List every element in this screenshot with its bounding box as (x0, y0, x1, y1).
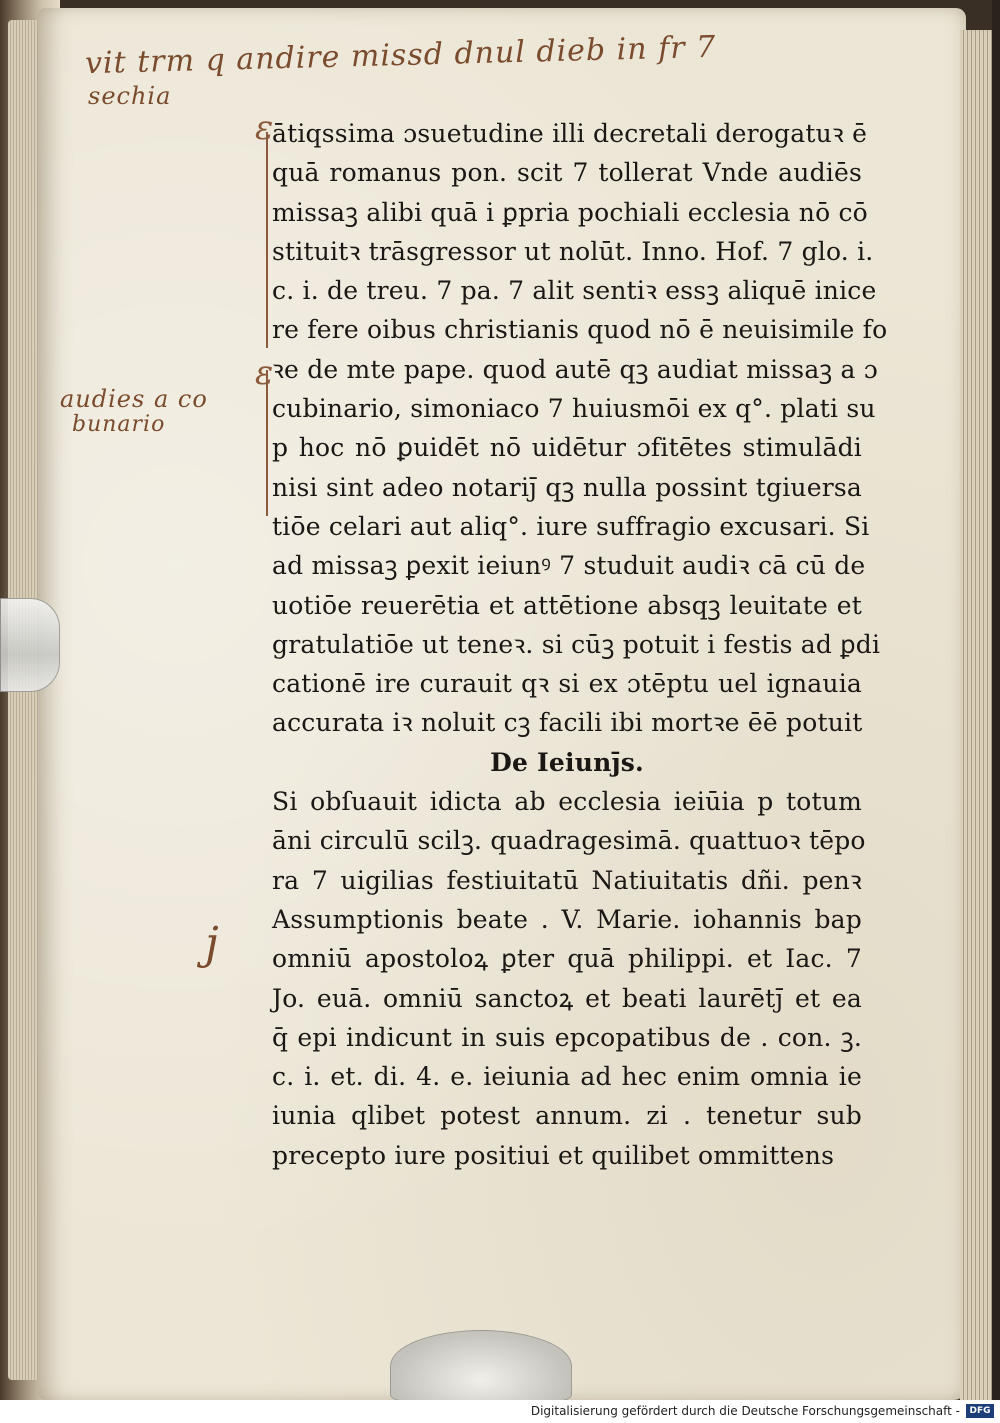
text-line: ātiqssima ɔsuetudine illi decretali derogatuꝛ ē (272, 119, 868, 148)
text-line: accurata iꝛ noluit cꝫ facili ibi mortꝛe ēē potuit (272, 708, 863, 738)
text-line: quā romanus pon. scit 7 tollerat Vnde audiēs (272, 158, 862, 188)
rubric-mark: ɛ (255, 108, 274, 148)
handwritten-note-top-2: sechia (88, 82, 172, 110)
funding-notice: Digitalisierung gefördert durch die Deutsche Forschungsgemeinschaft - (530, 1404, 960, 1418)
text-line: c. i. de treu. 7 pa. 7 alit sentiꝛ essꝫ aliquē inice (272, 276, 877, 306)
handwritten-note-top: vit trm q andire missd dnul dieb in fr 7 (84, 29, 717, 82)
background-edge (992, 0, 1000, 1400)
text-line: nisi sint adeo notariȷ̄ qꝫ nulla possint tgiuersa (272, 472, 862, 502)
page-clip-bottom (390, 1330, 572, 1402)
text-line: ꝛe de mte pape. quod autē qꝫ audiat missaꝫ a ɔ (272, 354, 878, 384)
text-line: p hoc nō ꝑuidēt nō uidētur ɔfitētes stimulādi (272, 433, 862, 463)
page-clip-left (0, 598, 60, 692)
text-line: missaꝫ alibi quā i ꝑpria pochiali ecclesia nō cō (272, 197, 868, 227)
text-line: gratulatiōe ut teneꝛ. si cūꝫ potuit i festis ad ꝑdi (272, 629, 881, 659)
text-line: Jo. euā. omniū sanctoꝝ et beati laurētȷ̄ et ea (272, 983, 862, 1013)
page-stack-left (8, 20, 42, 1380)
text-line: c. i. et. di. 4. e. ieiunia ad hec enim omnia ie (272, 1062, 862, 1092)
text-line: re fere oibus christianis quod nō ē neuisimile fo (272, 315, 888, 345)
footer-bar (0, 1400, 1000, 1423)
handwritten-margin-note-2: bunario (72, 412, 166, 437)
text-line: ad missaꝫ ꝑexit ieiunꝰ 7 studuit audiꝛ cā cū de (272, 551, 866, 581)
text-line: ra 7 uigilias festiuitatū Natiuitatis dñi. penꝛ (272, 865, 862, 895)
dfg-logo: DFG (966, 1404, 994, 1418)
text-line: āni circulū scilꝫ. quadragesimā. quattuoꝛ tēpo (272, 826, 866, 856)
text-line: q̄ epi indicunt in suis epcopatibus de . con. ꝫ. (272, 1022, 862, 1052)
text-line: omniū apostoloꝝ ꝑter quā philippi. et Iac. 7 (272, 944, 862, 974)
text-line: cationē ire curauit qꝛ si ex ɔtēptu uel ignauia (272, 669, 862, 699)
text-line: precepto iure positiui et quilibet ommittens (272, 1140, 835, 1170)
text-line: stituitꝛ trāsgressor ut nolūt. Inno. Hof. 7 glo. i. (272, 236, 874, 266)
section-heading: De Ieiunȷ̄s. (490, 747, 644, 777)
handwritten-margin-mark: j (205, 918, 220, 969)
margin-bracket (266, 132, 268, 348)
text-line: Assumptionis beate . V. Marie. iohannis bap (272, 904, 862, 934)
margin-bracket (266, 370, 268, 516)
text-line: cubinario, simoniaco 7 huiusmōi ex q°. plati su (272, 394, 876, 424)
handwritten-margin-note: audies a co (60, 385, 208, 413)
text-line: iunia qlibet potest annum. zi . tenetur sub (272, 1101, 862, 1131)
rubric-mark: ɛ (255, 353, 274, 393)
text-line: tiōe celari aut aliq°. iure suffragio excusari. Si (272, 511, 870, 541)
printed-text-block (272, 114, 888, 1175)
text-line: uotiōe reuerētia et attētione absqꝫ leuitate et (272, 590, 862, 620)
text-line: Si obſuauit idicta ab ecclesia ieiūia p totum (272, 787, 862, 817)
